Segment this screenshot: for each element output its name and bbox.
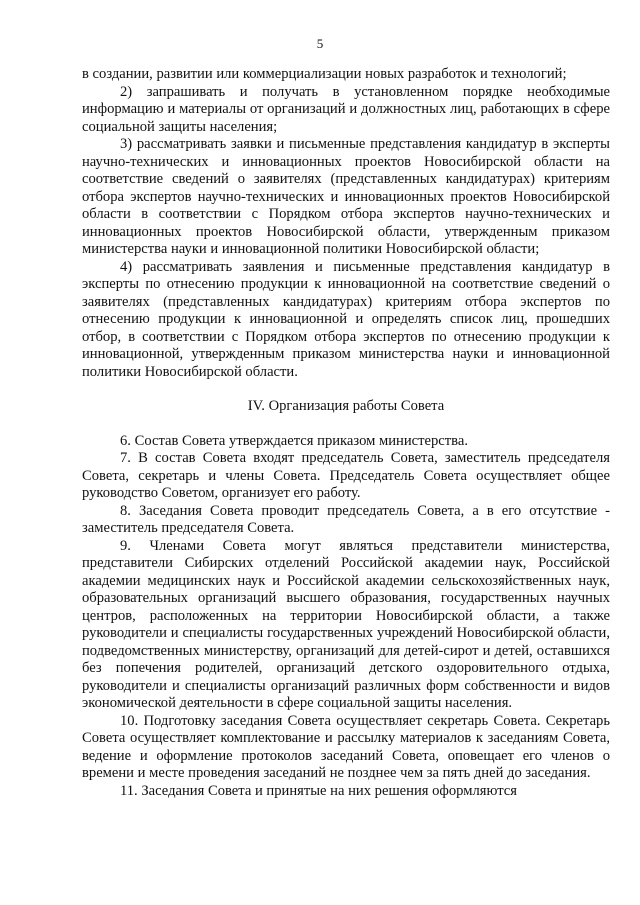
paragraph-clause-9: 9. Членами Совета могут являться представители министерства, представители Сибирских отделений Российской академии наук, Российской академии медицинских наук и Российской академии сельскохозяйственных наук, образовательных организаций высшего образования, государственных научных центров, расположенных на территории Новосибирской области, а также руководители и специалисты государственных учреждений Новосибирской области, подведомственных министерству, организаций для детей-сирот и детей, оставшихся без попечения родителей, организаций детского оздоровительного отдыха, руководители и специалисты организаций различных форм собственности и видов экономической деятельности в сфере социальной защиты населения. — [82, 537, 610, 711]
paragraph-continuation: в создании, развитии или коммерциализации новых разработок и технологий; — [82, 66, 567, 82]
section-heading: IV. Организация работы Совета — [247, 398, 445, 414]
paragraph-item-4: 4) рассматривать заявления и письменные представления кандидатур в эксперты по отнесению продукции к инновационной на соответствие сведений о заявителях (представленных кандидатурах) критериям отбора экспертов по отнесению продукции к инновационной и определять список лиц, прошедших отбор, в соответствии с Порядком отбора экспертов по отнесению продукции к инновационной, утвержденным приказом министерства науки и инновационной политики Новосибирской области. — [82, 258, 610, 380]
paragraph-clause-6: 6. Состав Совета утверждается приказом министерства. — [120, 432, 468, 449]
paragraph-clause-10: 10. Подготовку заседания Совета осуществляет секретарь Совета. Секретарь Совета осуществляет комплектование и рассылку материалов к заседаниям Совета, ведение и оформление протоколов заседаний Совета, оповещает его членов о времени и месте проведения заседаний не позднее чем за пять дней до заседания. — [82, 712, 610, 781]
document-body — [82, 66, 610, 800]
page-number: 5 — [316, 36, 324, 51]
paragraph-item-3: 3) рассматривать заявки и письменные представления кандидатур в эксперты научно-технических и инновационных проектов Новосибирской области на соответствие сведений о заявителях (представленных кандидатурах) критериям отбора экспертов научно-технических и инновационных проектов Новосибирской области в соответствии с Порядком отбора экспертов научно-технических и инновационных проектов Новосибирской области, утвержденным приказом министерства науки и инновационной политики Новосибирской области; — [82, 136, 610, 257]
paragraph-clause-7: 7. В состав Совета входят председатель Совета, заместитель председателя Совета, секретарь и члены Совета. Председатель Совета осуществляет общее руководство Советом, организует его работу. — [82, 450, 610, 501]
paragraph-clause-11: 11. Заседания Совета и принятые на них решения оформляются — [120, 782, 517, 799]
paragraph-clause-8: 8. Заседания Совета проводит председатель Совета, а в его отсутствие - заместитель председателя Совета. — [82, 502, 610, 536]
paragraph-item-2: 2) запрашивать и получать в установленном порядке необходимые информацию и материалы от организаций и должностных лиц, работающих в сфере социальной защиты населения; — [82, 83, 610, 135]
